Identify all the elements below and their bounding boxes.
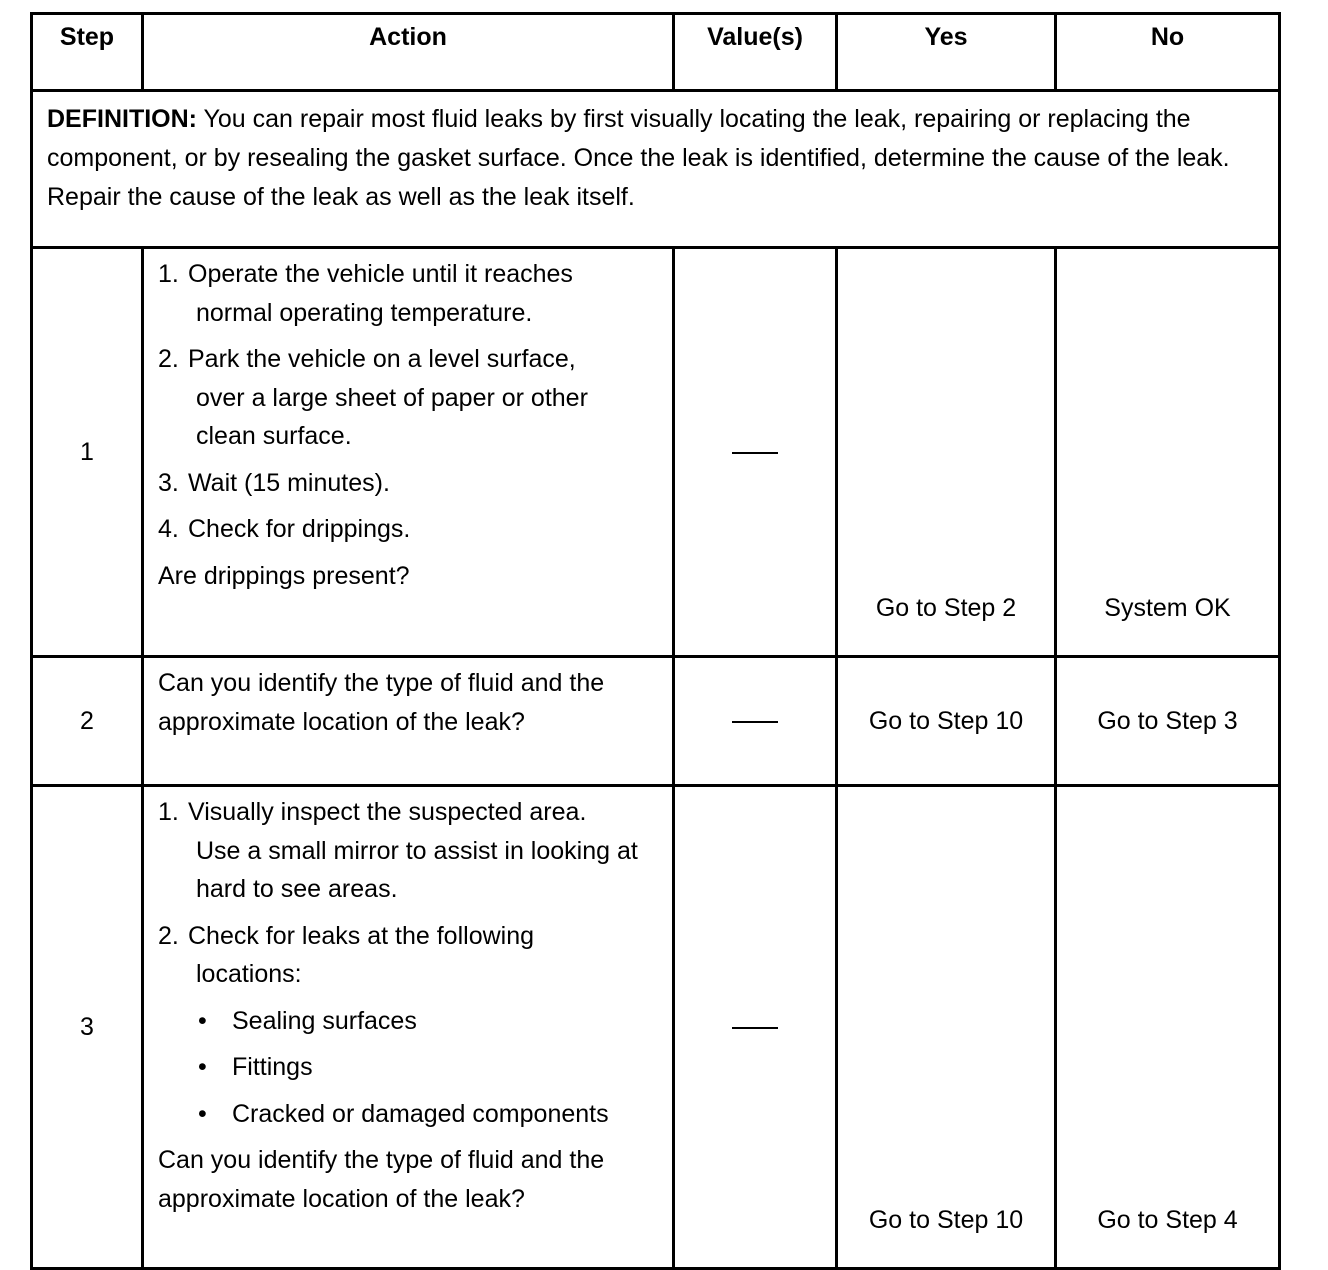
bullet-item	[158, 1002, 658, 1041]
dash-mark	[732, 721, 778, 723]
header-no: No	[1056, 14, 1280, 91]
step-number: 3	[32, 786, 143, 1269]
no-cell: Go to Step 4	[1056, 786, 1280, 1269]
definition-label: DEFINITION:	[47, 105, 197, 133]
header-action: Action	[143, 14, 674, 91]
header-step: Step	[32, 14, 143, 91]
table-row	[32, 248, 1280, 657]
definition-row	[32, 91, 1280, 248]
item-text-continued: locations:	[196, 960, 302, 988]
header-values: Value(s)	[674, 14, 837, 91]
definition-text: You can repair most fluid leaks by first visually locating the leak, repairing or replacing the component, or by resealing the gasket surface. Once the leak is identified, determine the cause of the leak. Repair the cause of the leak as well as the leak itself.	[47, 105, 1230, 211]
action-item	[158, 793, 658, 909]
item-text-continued: normal operating temperature.	[196, 298, 533, 327]
item-number: 4.	[158, 515, 179, 543]
value-cell	[674, 248, 837, 657]
action-item	[158, 917, 658, 994]
item-text: Check for leaks at the following	[188, 921, 535, 950]
step-number: 2	[32, 657, 143, 786]
no-cell: System OK	[1056, 248, 1280, 657]
value-cell	[674, 786, 837, 1269]
diagnostic-table	[30, 12, 1281, 1270]
action-question: Are drippings present?	[158, 561, 410, 590]
item-number: 2.	[158, 345, 179, 373]
value-cell	[674, 657, 837, 786]
bullet-item	[158, 1048, 658, 1087]
bullet-text: Cracked or damaged components	[232, 1099, 609, 1128]
action-item	[158, 510, 658, 549]
header-row	[32, 14, 1280, 91]
bullet-text: Fittings	[232, 1053, 313, 1081]
action-question: Can you identify the type of fluid and the approximate location of the leak?	[158, 669, 605, 736]
item-text-continued: over a large sheet of paper or other clean surface.	[196, 383, 588, 450]
dash-mark	[732, 452, 778, 454]
item-text: Wait (15 minutes).	[188, 468, 390, 497]
bullet-dot-icon: •	[198, 1006, 207, 1035]
table-row	[32, 786, 1280, 1269]
item-text-continued: Use a small mirror to assist in looking at hard to see areas.	[196, 836, 638, 903]
item-text: Visually inspect the suspected area.	[188, 798, 587, 826]
action-item	[158, 340, 658, 456]
item-number: 1.	[158, 260, 179, 288]
action-item	[158, 464, 658, 503]
bullet-dot-icon: •	[198, 1099, 207, 1128]
item-number: 2.	[158, 921, 179, 950]
item-text: Operate the vehicle until it reaches	[188, 260, 573, 288]
action-cell	[143, 248, 674, 657]
bullet-dot-icon: •	[198, 1053, 207, 1081]
yes-cell: Go to Step 2	[837, 248, 1056, 657]
no-cell: Go to Step 3	[1056, 657, 1280, 786]
header-yes: Yes	[837, 14, 1056, 91]
step-number: 1	[32, 248, 143, 657]
action-cell	[143, 786, 674, 1269]
bullet-text: Sealing surfaces	[232, 1006, 417, 1035]
bullet-item	[158, 1095, 658, 1134]
item-text: Check for drippings.	[188, 515, 411, 543]
action-question: Can you identify the type of fluid and the approximate location of the leak?	[158, 1146, 605, 1213]
action-item	[158, 255, 658, 332]
item-number: 3.	[158, 468, 179, 497]
action-cell	[143, 657, 674, 786]
item-number: 1.	[158, 798, 179, 826]
item-text: Park the vehicle on a level surface,	[188, 345, 576, 373]
table-row	[32, 657, 1280, 786]
yes-cell: Go to Step 10	[837, 657, 1056, 786]
yes-cell: Go to Step 10	[837, 786, 1056, 1269]
definition-cell	[32, 91, 1280, 248]
dash-mark	[732, 1027, 778, 1029]
